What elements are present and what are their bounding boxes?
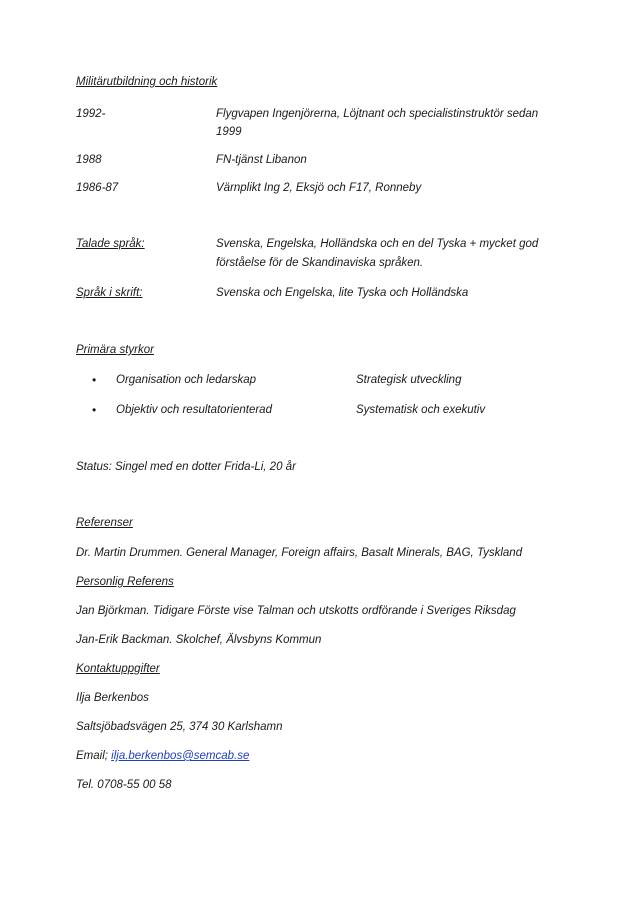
spoken-languages-line2: förståelse för de Skandinaviska språken. <box>216 257 424 269</box>
status-text: Status: Singel med en dotter Frida-Li, 20 år <box>76 461 296 473</box>
strength-item: Organisation och ledarskap <box>116 374 256 386</box>
email-label: Email; <box>76 750 112 762</box>
contact-phone: Tel. 0708-55 00 58 <box>76 779 172 791</box>
military-year-1988: 1988 <box>76 154 102 166</box>
military-text-1986: Värnplikt Ing 2, Eksjö och F17, Ronneby <box>216 182 422 194</box>
military-year-1986: 1986-87 <box>76 182 119 194</box>
strength-item: Objektiv och resultatorienterad <box>116 404 272 416</box>
contact-email-line <box>76 746 249 766</box>
contact-heading: Kontaktuppgifter <box>76 663 160 675</box>
spoken-languages-label: Talade språk: <box>76 238 145 250</box>
email-link[interactable]: ilja.berkenbos@semcab.se <box>111 750 250 762</box>
contact-name: Ilja Berkenbos <box>76 692 149 704</box>
personal-reference-heading: Personlig Referens <box>76 576 174 588</box>
written-languages-label: Språk i skrift: <box>76 287 143 299</box>
military-text-1992-line2: 1999 <box>216 126 242 138</box>
military-heading: Militärutbildning och historik <box>76 76 218 88</box>
bullet-marker: • <box>92 373 97 387</box>
reference-bjorkman: Jan Björkman. Tidigare Förste vise Talman och utskotts ordförande i Sveriges Riksdag <box>76 605 516 617</box>
strength-item: Systematisk och exekutiv <box>356 404 486 416</box>
references-heading: Referenser <box>76 517 133 529</box>
military-text-1992-line1: Flygvapen Ingenjörerna, Löjtnant och specialistinstruktör sedan <box>216 108 539 120</box>
written-languages-text: Svenska och Engelska, lite Tyska och Holländska <box>216 287 469 299</box>
military-text-1988: FN-tjänst Libanon <box>216 154 307 166</box>
military-year-1992: 1992- <box>76 108 106 120</box>
strengths-heading: Primära styrkor <box>76 344 154 356</box>
spoken-languages-line1: Svenska, Engelska, Holländska och en del Tyska + mycket god <box>216 238 539 250</box>
reference-drummen: Dr. Martin Drummen. General Manager, Foreign affairs, Basalt Minerals, BAG, Tyskland <box>76 547 523 559</box>
strength-item: Strategisk utveckling <box>356 374 462 386</box>
contact-address: Saltsjöbadsvägen 25, 374 30 Karlshamn <box>76 721 283 733</box>
bullet-marker: • <box>92 403 97 417</box>
reference-backman: Jan-Erik Backman. Skolchef, Älvsbyns Kommun <box>76 634 322 646</box>
